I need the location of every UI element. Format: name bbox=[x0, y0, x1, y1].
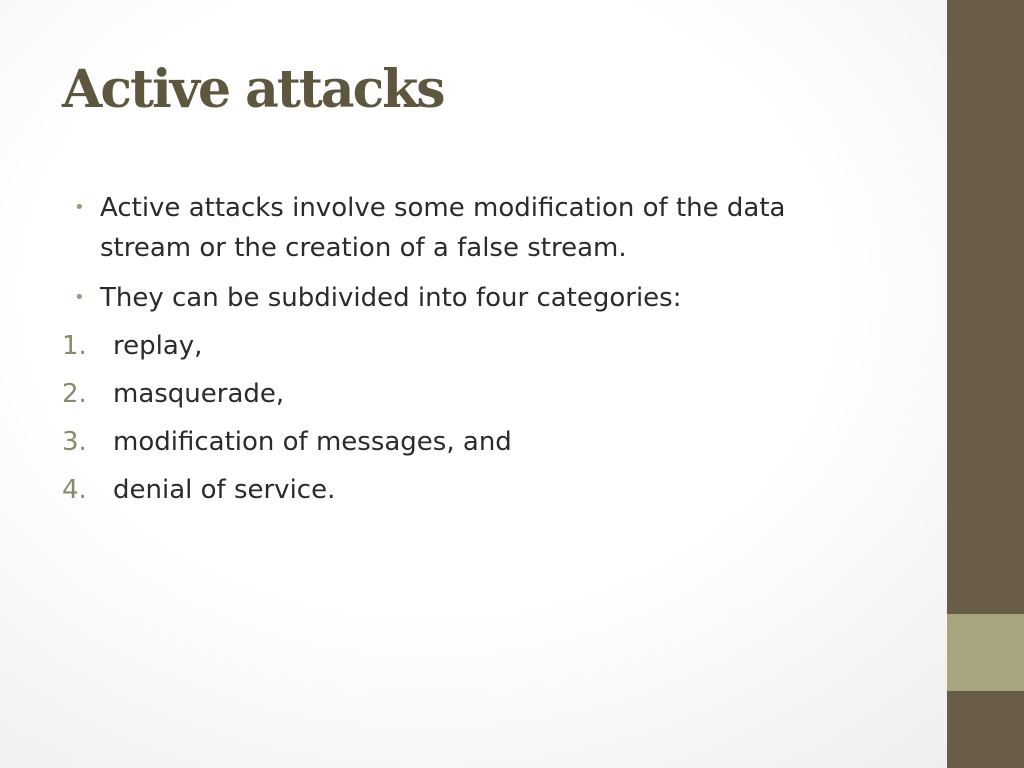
numbered-item bbox=[62, 376, 512, 424]
numbered-item bbox=[62, 472, 512, 520]
numbered-list bbox=[62, 328, 512, 520]
number-marker: 3. bbox=[62, 427, 87, 457]
slide-title: Active attacks bbox=[62, 59, 444, 120]
numbered-item-text: masquerade, bbox=[113, 379, 285, 409]
numbered-item bbox=[62, 328, 512, 376]
numbered-item-text: modification of messages, and bbox=[113, 427, 512, 457]
sidebar-accent-block bbox=[947, 614, 1024, 691]
numbered-item-text: replay, bbox=[113, 331, 203, 361]
bullet-item bbox=[62, 188, 862, 268]
bullet-icon: • bbox=[74, 287, 85, 308]
bullet-text: They can be subdivided into four categories: bbox=[100, 283, 682, 313]
bullet-text: Active attacks involve some modification of the data stream or the creation of a false stream. bbox=[100, 193, 786, 263]
numbered-item bbox=[62, 424, 512, 472]
bullet-item bbox=[62, 278, 862, 318]
numbered-item-text: denial of service. bbox=[113, 475, 336, 505]
number-marker: 1. bbox=[62, 331, 87, 361]
bullet-icon: • bbox=[74, 197, 85, 218]
number-marker: 4. bbox=[62, 475, 87, 505]
number-marker: 2. bbox=[62, 379, 87, 409]
bullet-list bbox=[62, 188, 862, 328]
